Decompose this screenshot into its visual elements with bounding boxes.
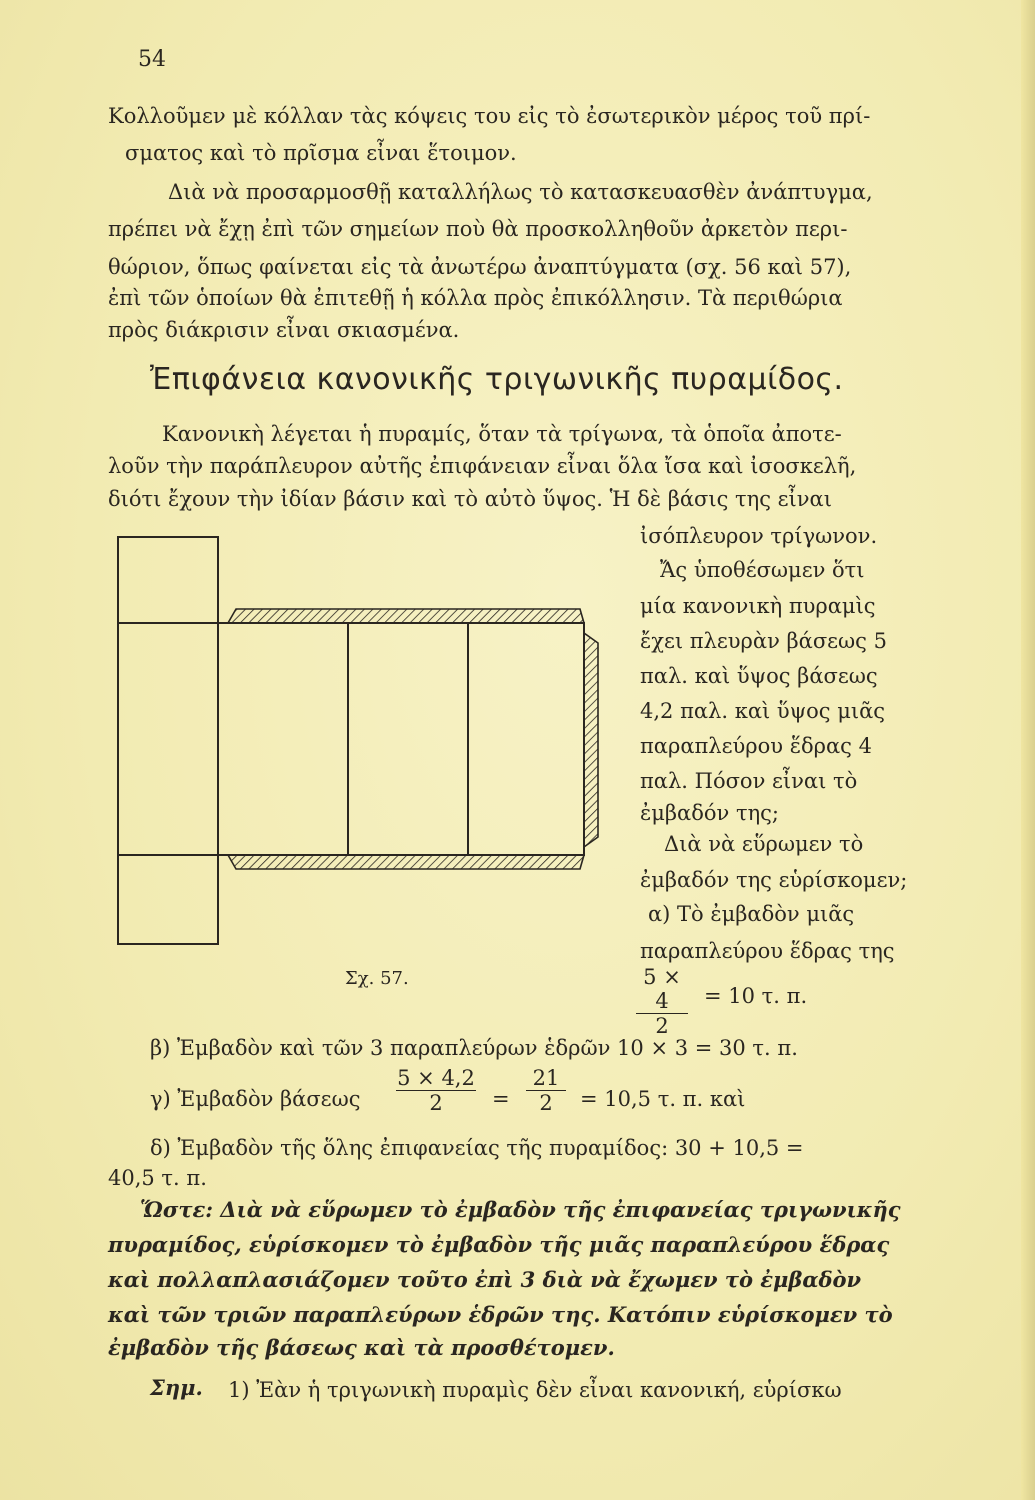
page-number: 54 bbox=[138, 47, 166, 72]
step-c-fraction-1 bbox=[396, 1066, 476, 1115]
column-line: α) Τὸ ἐμβαδὸν μιᾶς bbox=[648, 902, 855, 926]
column-line: ἐμβαδόν της; bbox=[640, 801, 780, 825]
column-line: παλ. καὶ ὕψος βάσεως bbox=[640, 664, 878, 688]
step-a-result: = 10 τ. π. bbox=[704, 984, 808, 1008]
intro-line: θώριον, ὅπως φαίνεται εἰς τὰ ἀνωτέρω ἀναπτύγματα (σχ. 56 καὶ 57), bbox=[108, 255, 852, 279]
rule-line: ἐμβαδὸν τῆς βάσεως καὶ τὰ προσθέτομεν. bbox=[108, 1335, 615, 1360]
side-glue-tab bbox=[584, 633, 598, 847]
intro-line: Διὰ νὰ προσαρμοσθῇ καταλλήλως τὸ κατασκευασθὲν ἀνάπτυγμα, bbox=[168, 180, 873, 204]
step-a-numerator: 5 × 4 bbox=[643, 965, 681, 1013]
column-line: παραπλεύρου ἕδρας 4 bbox=[640, 734, 872, 758]
step-c-prefix: γ) Ἐμβαδὸν βάσεως bbox=[150, 1087, 361, 1111]
intro-line: πρὸς διάκρισιν εἶναι σκιασμένα. bbox=[108, 318, 460, 342]
column-line: ἰσόπλευρον τρίγωνον. bbox=[640, 524, 878, 548]
note-label: Σημ. bbox=[150, 1375, 203, 1400]
step-a-fraction bbox=[636, 965, 688, 1038]
step-c-numerator-2: 21 bbox=[532, 1066, 560, 1090]
intro-line: ἐπὶ τῶν ὁποίων θὰ ἐπιτεθῇ ἡ κόλλα πρὸς ἐπικόλλησιν. Τὰ περιθώρια bbox=[108, 286, 843, 310]
intro-line: Κολλοῦμεν μὲ κόλλαν τὰς κόψεις του εἰς τὸ ἐσωτερικὸν μέρος τοῦ πρί- bbox=[108, 104, 871, 128]
bottom-glue-tab bbox=[228, 855, 584, 869]
step-c-equals: = bbox=[492, 1087, 510, 1111]
column-line: ἐμβαδόν της εὑρίσκομεν; bbox=[640, 868, 908, 892]
definition-line: λοῦν τὴν παράπλευρον αὐτῆς ἐπιφάνειαν εἶναι ὅλα ἴσα καὶ ἰσοσκελῆ, bbox=[108, 454, 857, 478]
prism-net-figure bbox=[100, 525, 620, 955]
step-d-line: δ) Ἐμβαδὸν τῆς ὅλης ἐπιφανείας τῆς πυραμίδος: 30 + 10,5 = bbox=[150, 1136, 804, 1160]
step-c-suffix: = 10,5 τ. π. καὶ bbox=[580, 1087, 746, 1111]
column-line: Ἄς ὑποθέσωμεν ὅτι bbox=[660, 558, 865, 582]
glue-margins bbox=[228, 609, 598, 869]
rule-line: πυραμίδος, εὑρίσκομεν τὸ ἐμβαδὸν τῆς μιᾶς παραπλεύρου ἕδρας bbox=[108, 1232, 890, 1257]
definition-line: διότι ἔχουν τὴν ἰδίαν βάσιν καὶ τὸ αὐτὸ ὕψος. Ἡ δὲ βάσις της εἶναι bbox=[108, 487, 832, 511]
step-d-line: 40,5 τ. π. bbox=[108, 1166, 207, 1190]
top-glue-tab bbox=[228, 609, 584, 623]
column-line: παραπλεύρου ἕδρας της bbox=[640, 939, 895, 963]
rule-line: καὶ πολλαπλασιάζομεν τοῦτο ἐπὶ 3 διὰ νὰ ἔχωμεν τὸ ἐμβαδὸν bbox=[108, 1267, 862, 1292]
rule-line: Ὥστε: Διὰ νὰ εὕρωμεν τὸ ἐμβαδὸν τῆς ἐπιφανείας τριγωνικῆς bbox=[140, 1197, 901, 1222]
step-c-denominator-1: 2 bbox=[396, 1090, 476, 1115]
lateral-faces-rect bbox=[218, 623, 584, 855]
step-c-numerator-1: 5 × 4,2 bbox=[397, 1066, 475, 1090]
section-heading: Ἐπιφάνεια κανονικῆς τριγωνικῆς πυραμίδος. bbox=[150, 362, 844, 397]
figure-label: Σχ. 57. bbox=[345, 968, 409, 989]
page-edge bbox=[1021, 0, 1035, 1500]
column-line: ἔχει πλευρὰν βάσεως 5 bbox=[640, 629, 887, 653]
column-line: μία κανονικὴ πυραμὶς bbox=[640, 594, 876, 618]
step-a-denominator: 2 bbox=[636, 1013, 688, 1038]
column-line: 4,2 παλ. καὶ ὕψος μιᾶς bbox=[640, 699, 886, 723]
rule-line: καὶ τῶν τριῶν παραπλεύρων ἑδρῶν της. Κατόπιν εὑρίσκομεν τὸ bbox=[108, 1302, 893, 1327]
intro-line: πρέπει νὰ ἔχῃ ἐπὶ τῶν σημείων ποὺ θὰ προσκολληθοῦν ἀρκετὸν περι- bbox=[108, 217, 848, 241]
end-strip-rect bbox=[118, 537, 218, 944]
note-text: 1) Ἐὰν ἡ τριγωνικὴ πυραμὶς δὲν εἶναι κανονική, εὑρίσκω bbox=[228, 1378, 842, 1402]
intro-line: σματος καὶ τὸ πρῖσμα εἶναι ἕτοιμον. bbox=[125, 141, 517, 165]
step-c-denominator-2: 2 bbox=[526, 1090, 566, 1115]
net-outline bbox=[118, 537, 584, 944]
column-line: παλ. Πόσον εἶναι τὸ bbox=[640, 769, 858, 793]
column-line: Διὰ νὰ εὕρωμεν τὸ bbox=[664, 832, 864, 856]
definition-line: Κανονικὴ λέγεται ἡ πυραμίς, ὅταν τὰ τρίγωνα, τὰ ὁποῖα ἀποτε- bbox=[162, 422, 842, 446]
step-c-fraction-2 bbox=[526, 1066, 566, 1115]
step-b: β) Ἐμβαδὸν καὶ τῶν 3 παραπλεύρων ἑδρῶν 10 × 3 = 30 τ. π. bbox=[150, 1036, 798, 1060]
